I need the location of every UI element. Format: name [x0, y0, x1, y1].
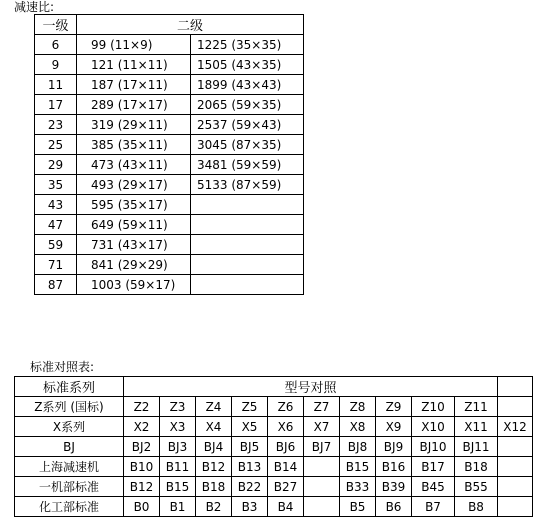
- two-stage-ratio-a: 841 (29×29): [77, 255, 191, 275]
- model-cell: Z11: [455, 397, 498, 417]
- model-cell: BJ11: [455, 437, 498, 457]
- model-cell: B18: [455, 457, 498, 477]
- standard-comparison-table: [14, 376, 533, 517]
- series-label: Z系列 (国标): [15, 397, 124, 417]
- two-stage-ratio-b: 1225 (35×35): [191, 35, 304, 55]
- model-cell: [498, 497, 533, 517]
- two-stage-ratio-a: 1003 (59×17): [77, 275, 191, 295]
- model-cell: BJ10: [412, 437, 455, 457]
- model-cell: B15: [340, 457, 376, 477]
- ratio-row: [35, 75, 304, 95]
- two-stage-ratio-a: 385 (35×11): [77, 135, 191, 155]
- model-cell: B14: [268, 457, 304, 477]
- single-stage-ratio: 29: [35, 155, 77, 175]
- model-cell: BJ6: [268, 437, 304, 457]
- ratio-row: [35, 195, 304, 215]
- single-stage-ratio: 35: [35, 175, 77, 195]
- two-stage-ratio-a: 319 (29×11): [77, 115, 191, 135]
- model-cell: B12: [196, 457, 232, 477]
- single-stage-ratio: 6: [35, 35, 77, 55]
- model-cell: X11: [455, 417, 498, 437]
- model-cell: X8: [340, 417, 376, 437]
- model-cell: Z5: [232, 397, 268, 417]
- header-model-comparison: 型号对照: [124, 377, 498, 397]
- ratio-row: [35, 235, 304, 255]
- model-cell: B39: [376, 477, 412, 497]
- model-cell: [498, 437, 533, 457]
- model-cell: B1: [160, 497, 196, 517]
- single-stage-ratio: 9: [35, 55, 77, 75]
- model-cell: B7: [412, 497, 455, 517]
- model-cell: X4: [196, 417, 232, 437]
- header-standard-series: 标准系列: [15, 377, 124, 397]
- model-cell: B5: [340, 497, 376, 517]
- model-cell: B55: [455, 477, 498, 497]
- single-stage-ratio: 11: [35, 75, 77, 95]
- ratio-row: [35, 175, 304, 195]
- two-stage-ratio-a: 99 (11×9): [77, 35, 191, 55]
- model-cell: X9: [376, 417, 412, 437]
- two-stage-ratio-b: [191, 255, 304, 275]
- standard-row: [15, 497, 533, 517]
- two-stage-ratio-a: 493 (29×17): [77, 175, 191, 195]
- single-stage-ratio: 23: [35, 115, 77, 135]
- two-stage-ratio-b: 2537 (59×43): [191, 115, 304, 135]
- ratio-row: [35, 115, 304, 135]
- model-cell: B33: [340, 477, 376, 497]
- model-cell: BJ2: [124, 437, 160, 457]
- ratio-row: [35, 255, 304, 275]
- model-cell: X5: [232, 417, 268, 437]
- model-cell: [498, 477, 533, 497]
- model-cell: Z2: [124, 397, 160, 417]
- model-cell: B8: [455, 497, 498, 517]
- two-stage-ratio-b: [191, 195, 304, 215]
- two-stage-ratio-b: 3481 (59×59): [191, 155, 304, 175]
- model-cell: BJ9: [376, 437, 412, 457]
- ratio-row: [35, 155, 304, 175]
- series-label: 化工部标准: [15, 497, 124, 517]
- standard-row: [15, 477, 533, 497]
- two-stage-ratio-b: [191, 275, 304, 295]
- two-stage-ratio-a: 289 (17×17): [77, 95, 191, 115]
- series-label: BJ: [15, 437, 124, 457]
- series-label: X系列: [15, 417, 124, 437]
- two-stage-ratio-b: [191, 235, 304, 255]
- model-cell: Z4: [196, 397, 232, 417]
- model-cell: X3: [160, 417, 196, 437]
- standard-header-row: [15, 377, 533, 397]
- model-cell: X10: [412, 417, 455, 437]
- two-stage-ratio-b: 1899 (43×43): [191, 75, 304, 95]
- two-stage-ratio-b: 2065 (59×35): [191, 95, 304, 115]
- reduction-ratio-table: [34, 14, 304, 295]
- ratio-row: [35, 135, 304, 155]
- ratio-row: [35, 55, 304, 75]
- two-stage-ratio-a: 187 (17×11): [77, 75, 191, 95]
- model-cell: [498, 397, 533, 417]
- model-cell: B16: [376, 457, 412, 477]
- model-cell: [304, 477, 340, 497]
- series-label: 一机部标准: [15, 477, 124, 497]
- model-cell: Z3: [160, 397, 196, 417]
- single-stage-ratio: 87: [35, 275, 77, 295]
- model-cell: B10: [124, 457, 160, 477]
- ratio-row: [35, 275, 304, 295]
- header-empty-cell: [498, 377, 533, 397]
- model-cell: X12: [498, 417, 533, 437]
- two-stage-ratio-a: 731 (43×17): [77, 235, 191, 255]
- model-cell: Z7: [304, 397, 340, 417]
- standard-row: [15, 437, 533, 457]
- two-stage-ratio-a: 121 (11×11): [77, 55, 191, 75]
- single-stage-ratio: 59: [35, 235, 77, 255]
- ratio-header-row: [35, 15, 304, 35]
- single-stage-ratio: 25: [35, 135, 77, 155]
- two-stage-ratio-b: 3045 (87×35): [191, 135, 304, 155]
- model-cell: B15: [160, 477, 196, 497]
- two-stage-ratio-a: 649 (59×11): [77, 215, 191, 235]
- model-cell: BJ7: [304, 437, 340, 457]
- single-stage-ratio: 71: [35, 255, 77, 275]
- single-stage-ratio: 43: [35, 195, 77, 215]
- two-stage-ratio-a: 473 (43×11): [77, 155, 191, 175]
- model-cell: Z6: [268, 397, 304, 417]
- model-cell: [304, 497, 340, 517]
- single-stage-ratio: 17: [35, 95, 77, 115]
- model-cell: B13: [232, 457, 268, 477]
- ratio-row: [35, 35, 304, 55]
- two-stage-ratio-a: 595 (35×17): [77, 195, 191, 215]
- model-cell: B12: [124, 477, 160, 497]
- model-cell: B22: [232, 477, 268, 497]
- model-cell: Z8: [340, 397, 376, 417]
- standard-row: [15, 417, 533, 437]
- model-cell: B18: [196, 477, 232, 497]
- model-cell: B27: [268, 477, 304, 497]
- single-stage-ratio: 47: [35, 215, 77, 235]
- standard-row: [15, 397, 533, 417]
- model-cell: BJ3: [160, 437, 196, 457]
- model-cell: Z10: [412, 397, 455, 417]
- model-cell: Z9: [376, 397, 412, 417]
- ratio-caption: 减速比:: [14, 0, 55, 14]
- two-stage-ratio-b: 1505 (43×35): [191, 55, 304, 75]
- standard-caption: 标准对照表:: [30, 360, 95, 374]
- model-cell: B17: [412, 457, 455, 477]
- ratio-row: [35, 215, 304, 235]
- model-cell: [304, 457, 340, 477]
- model-cell: [498, 457, 533, 477]
- model-cell: X7: [304, 417, 340, 437]
- model-cell: B2: [196, 497, 232, 517]
- model-cell: B11: [160, 457, 196, 477]
- model-cell: B4: [268, 497, 304, 517]
- model-cell: BJ4: [196, 437, 232, 457]
- model-cell: BJ5: [232, 437, 268, 457]
- header-single-stage: 一级: [35, 15, 77, 35]
- model-cell: BJ8: [340, 437, 376, 457]
- two-stage-ratio-b: 5133 (87×59): [191, 175, 304, 195]
- model-cell: X6: [268, 417, 304, 437]
- two-stage-ratio-b: [191, 215, 304, 235]
- ratio-row: [35, 95, 304, 115]
- model-cell: B0: [124, 497, 160, 517]
- model-cell: B45: [412, 477, 455, 497]
- series-label: 上海减速机: [15, 457, 124, 477]
- model-cell: B6: [376, 497, 412, 517]
- model-cell: B3: [232, 497, 268, 517]
- standard-row: [15, 457, 533, 477]
- model-cell: X2: [124, 417, 160, 437]
- header-two-stage: 二级: [77, 15, 304, 35]
